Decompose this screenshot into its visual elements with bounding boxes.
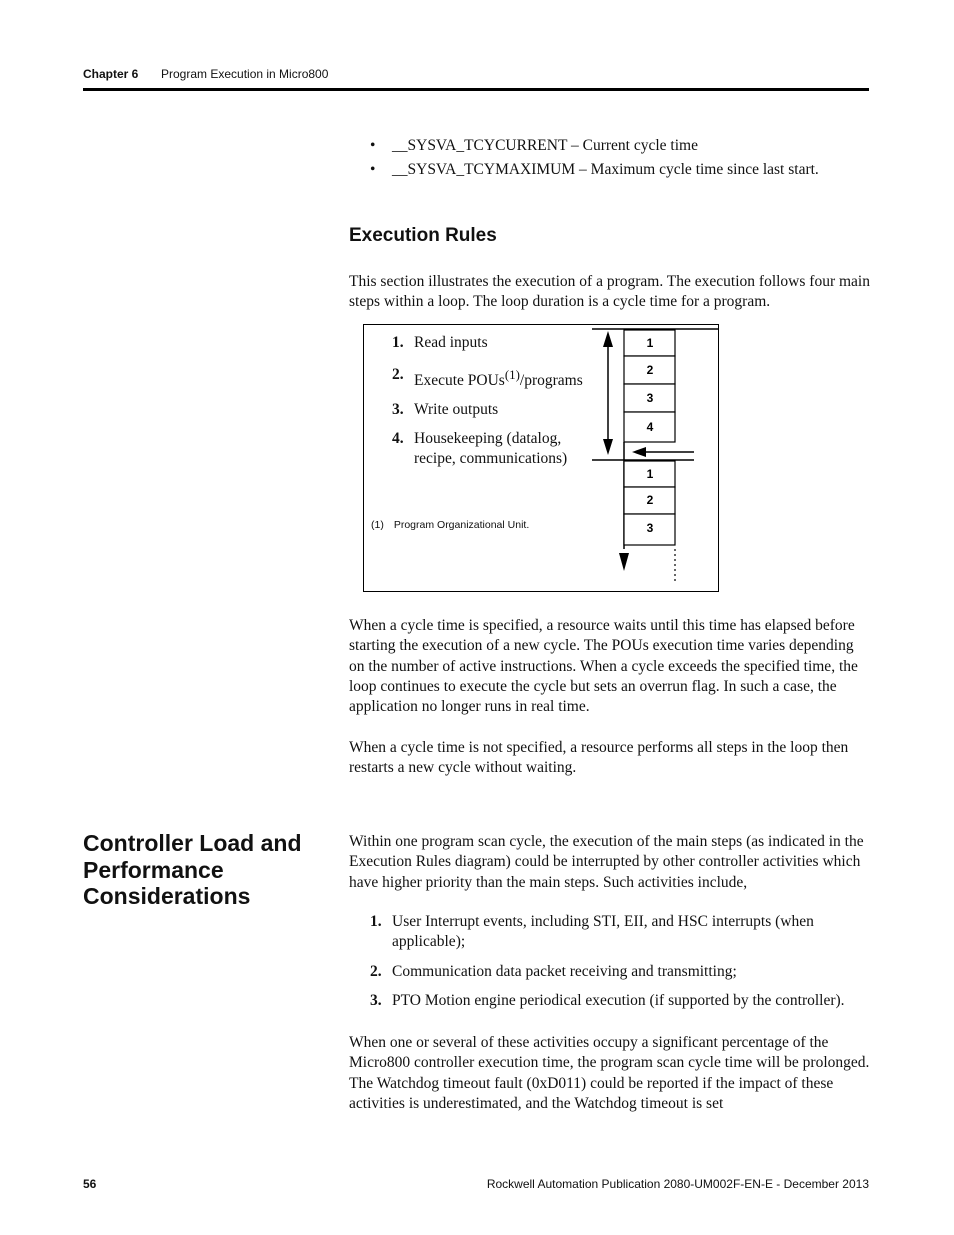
cycle-box-label: 1 xyxy=(646,336,654,350)
chapter-label: Chapter 6 xyxy=(83,67,139,81)
cycle-box-label: 2 xyxy=(646,363,654,377)
diagram-footnote: (1) Program Organizational Unit. xyxy=(371,519,530,531)
cycle-box-label: 3 xyxy=(646,391,654,405)
controller-load-intro-paragraph: Within one program scan cycle, the execution of the main steps (as indicated in the Execution Rules diagram) could be interrupted by other controller activities which have higher priority than the main steps. Such activities include, xyxy=(349,833,864,891)
controller-load-closing-paragraph: When one or several of these activities occupy a significant percentage of the Micro800 controller execution time, the program scan cycle time will be prolonged. The Watchdog timeout fault (0xD011) could be reported if the impact of these activities is underestimated, and the Watchdog timeout is set xyxy=(349,1034,870,1112)
chapter-title: Program Execution in Micro800 xyxy=(161,67,329,81)
list-item: • __SYSVA_TCYMAXIMUM – Maximum cycle time since last start. xyxy=(370,160,819,180)
publication-info: Rockwell Automation Publication 2080-UM002F-EN-E - December 2013 xyxy=(486,1177,869,1191)
execution-intro-paragraph: This section illustrates the execution of a program. The execution follows four main steps within a loop. The loop duration is a cycle time for a program. xyxy=(349,273,870,311)
cycle-box-label: 3 xyxy=(646,521,654,535)
footnote-ref: (1) xyxy=(504,367,520,383)
cycle-graphic xyxy=(364,325,718,591)
controller-activities-list xyxy=(370,912,872,1020)
cycle-boxes-second xyxy=(624,461,675,545)
arrow-left-icon xyxy=(632,447,646,457)
header-rule xyxy=(83,88,869,91)
arrow-up-icon xyxy=(603,331,613,347)
cycle-box-label: 2 xyxy=(646,493,654,507)
cycle-not-specified-paragraph: When a cycle time is not specified, a resource performs all steps in the loop then restarts a new cycle without waiting. xyxy=(349,739,849,777)
list-item: 3. PTO Motion engine periodical execution (if supported by the controller). xyxy=(370,991,845,1009)
cycle-box-label: 1 xyxy=(646,467,654,481)
execution-step: 3. Write outputs xyxy=(392,400,499,418)
cycle-boxes-first xyxy=(624,330,675,442)
cycle-specified-paragraph: When a cycle time is specified, a resource waits until this time has elapsed before starting the execution of a new cycle. The POUs execution time varies depending on the number of active instructions. When a cycle exceeds the specified time, the loop continues to execute the cycle but sets an overrun flag. In such a case, the application no longer runs in real time. xyxy=(349,617,858,716)
system-variable-list xyxy=(370,136,819,185)
list-item: • __SYSVA_TCYCURRENT – Current cycle time xyxy=(370,136,819,156)
list-item: 1. User Interrupt events, including STI, EII, and HSC interrupts (when applicable); xyxy=(370,913,814,951)
section-heading-execution-rules: Execution Rules xyxy=(349,225,497,246)
execution-step: 4. Housekeeping (datalog, recipe, communications) xyxy=(392,430,568,468)
execution-step: 1. Read inputs xyxy=(392,334,488,351)
execution-cycle-diagram xyxy=(363,324,719,592)
page-number: 56 xyxy=(83,1177,97,1191)
arrow-down-icon xyxy=(603,439,613,455)
execution-step: 2. Execute POUs$^{(1)}$/programs xyxy=(392,366,583,390)
section-heading-controller-load: Controller Load and Performance Considerations xyxy=(83,830,302,909)
arrow-down-icon xyxy=(619,553,629,571)
list-item: 2. Communication data packet receiving and transmitting; xyxy=(370,962,737,980)
cycle-box-label: 4 xyxy=(646,420,654,434)
